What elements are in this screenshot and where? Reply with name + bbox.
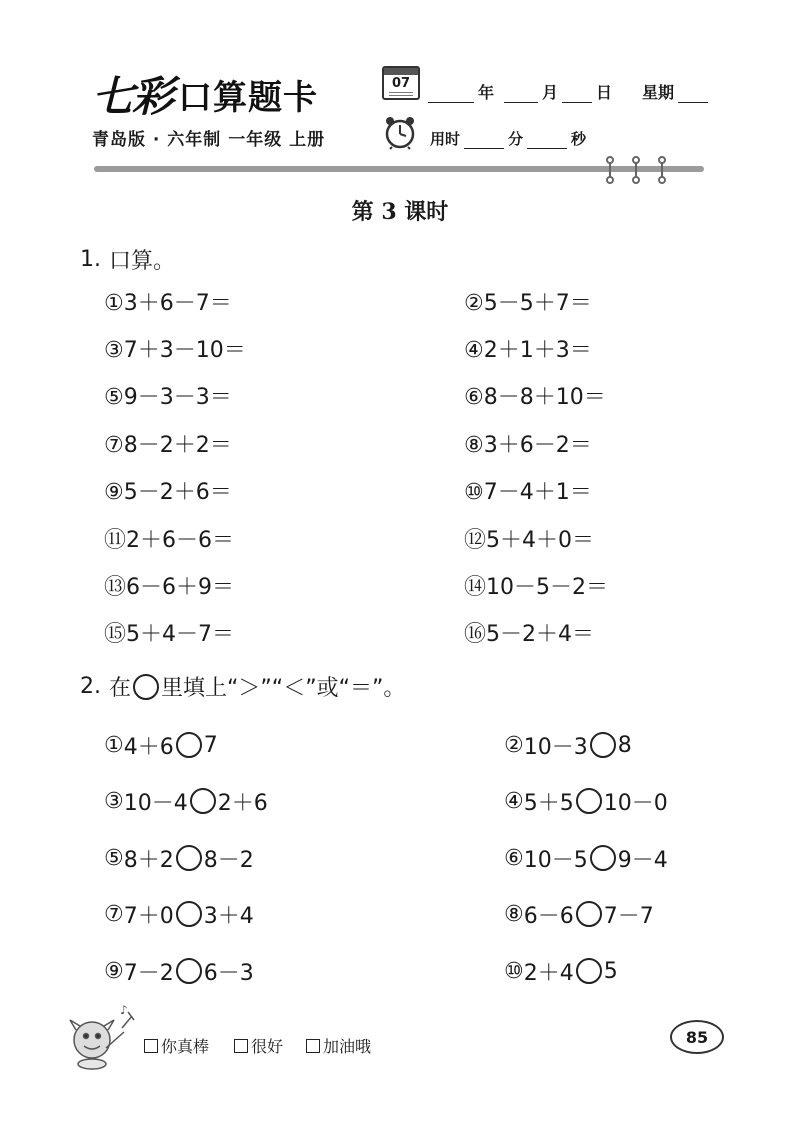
rating-label: 很好 [251,1037,284,1056]
weekday-label: 星期 [642,83,675,102]
seconds-blank[interactable] [527,133,567,149]
day-label: 日 [596,83,613,102]
item-mark: ⑧ [504,901,524,927]
left-expression: 7－2 [123,960,174,986]
left-expression: 10－5 [523,847,588,873]
mental-math-item[interactable]: ⑯5－2＋4＝ [464,621,594,647]
compare-item [504,786,668,816]
time-used-label: 用时 [430,130,461,148]
right-expression: 5 [603,958,618,984]
answer-circle-icon [133,674,159,700]
mental-math-item[interactable]: ⑥8－8＋10＝ [464,384,606,410]
rating-label: 加油哦 [323,1037,372,1056]
item-mark: ⑦ [104,901,124,927]
rating-option-keep-going[interactable] [306,1034,371,1057]
mental-math-item[interactable]: ③7＋3－10＝ [104,337,246,363]
logo-brand: 七彩 [92,72,173,121]
answer-circle[interactable] [576,958,602,984]
mental-math-item[interactable]: ⑤9－3－3＝ [104,384,232,410]
rating-option-good[interactable] [234,1034,283,1057]
compare-item [104,843,254,873]
checkbox[interactable] [306,1039,320,1053]
left-expression: 5＋5 [523,790,574,816]
mental-math-item[interactable]: ②5－5＋7＝ [464,290,592,316]
left-expression: 4＋6 [123,734,174,760]
mental-math-item[interactable]: ⑩7－4＋1＝ [464,479,592,505]
mental-math-item[interactable]: ⑭10－5－2＝ [464,574,608,600]
answer-circle[interactable] [190,788,216,814]
section2-title-post: 里填上“＞”“＜”或“＝”。 [161,676,406,701]
right-expression: 10－0 [603,790,668,816]
mental-math-item[interactable]: ⑮5＋4－7＝ [104,621,234,647]
minutes-label: 分 [508,130,524,148]
compare-item [104,956,254,986]
calendar-day: 07 [391,76,411,91]
binder-rings-icon [596,156,676,186]
year-label: 年 [478,83,495,102]
left-expression: 6－6 [523,903,574,929]
left-expression: 8＋2 [123,847,174,873]
mental-math-item[interactable]: ⑫5＋4＋0＝ [464,527,594,553]
right-expression: 7 [203,732,218,758]
left-expression: 7＋0 [123,903,174,929]
alarm-clock-icon [382,114,418,150]
right-expression: 3＋4 [203,903,254,929]
right-expression: 9－4 [617,847,668,873]
right-expression: 8 [617,732,632,758]
checkbox[interactable] [144,1039,158,1053]
answer-circle[interactable] [590,732,616,758]
item-mark: ⑨ [104,958,124,984]
compare-item [504,730,632,760]
mental-math-item[interactable]: ⑦8－2＋2＝ [104,432,232,458]
compare-item [104,786,268,816]
seconds-label: 秒 [571,130,587,148]
mental-math-item[interactable]: ⑨5－2＋6＝ [104,479,232,505]
mental-math-item[interactable]: ⑪2＋6－6＝ [104,527,234,553]
checkbox[interactable] [234,1039,248,1053]
lesson-title: 第 3 课时 [351,199,449,225]
edition-label: 青岛版 · 六年制 一年级 上册 [92,130,326,150]
date-fill-row [428,80,708,103]
item-mark: ⑤ [104,845,124,871]
svg-text:♪: ♪ [120,1003,128,1017]
item-mark: ⑥ [504,845,524,871]
item-mark: ④ [504,788,524,814]
compare-item [504,899,654,929]
mental-math-item[interactable]: ⑧3＋6－2＝ [464,432,592,458]
answer-circle[interactable] [176,732,202,758]
answer-circle[interactable] [590,845,616,871]
logo-title: 口算题卡 [178,77,319,118]
answer-circle[interactable] [576,788,602,814]
right-expression: 2＋6 [217,790,268,816]
weekday-blank[interactable] [678,87,708,103]
left-expression: 10－3 [523,734,588,760]
calendar-icon [382,66,420,100]
answer-circle[interactable] [176,958,202,984]
section1-title: 口算。 [109,249,176,274]
compare-item [504,956,618,986]
mental-math-item[interactable]: ④2＋1＋3＝ [464,337,592,363]
time-fill-row [430,128,586,149]
section2-title-pre: 在 [109,676,132,701]
compare-item [104,899,254,929]
year-blank[interactable] [428,87,474,103]
item-mark: ① [104,732,124,758]
section1-heading [80,244,175,275]
answer-circle[interactable] [176,845,202,871]
left-expression: 2＋4 [523,960,574,986]
section1-number: 1. [80,247,101,272]
minutes-blank[interactable] [464,133,504,149]
item-mark: ③ [104,788,124,814]
mental-math-item[interactable]: ⑬6－6＋9＝ [104,574,234,600]
answer-circle[interactable] [576,901,602,927]
rating-option-great[interactable] [144,1034,209,1057]
item-mark: ⑩ [504,958,524,984]
section2-number: 2. [80,674,101,699]
compare-item [104,730,218,760]
right-expression: 7－7 [603,903,654,929]
compare-item [504,843,668,873]
logo [92,70,319,121]
rating-label: 你真棒 [161,1037,210,1056]
answer-circle[interactable] [176,901,202,927]
day-blank[interactable] [562,87,592,103]
page-number: 85 [670,1020,724,1054]
mascot-icon [62,1002,142,1072]
left-expression: 10－4 [123,790,188,816]
month-label: 月 [542,83,559,102]
right-expression: 8－2 [203,847,254,873]
right-expression: 6－3 [203,960,254,986]
mental-math-item[interactable]: ①3＋6－7＝ [104,290,232,316]
item-mark: ② [504,732,524,758]
section2-heading [80,671,405,702]
month-blank[interactable] [504,87,538,103]
